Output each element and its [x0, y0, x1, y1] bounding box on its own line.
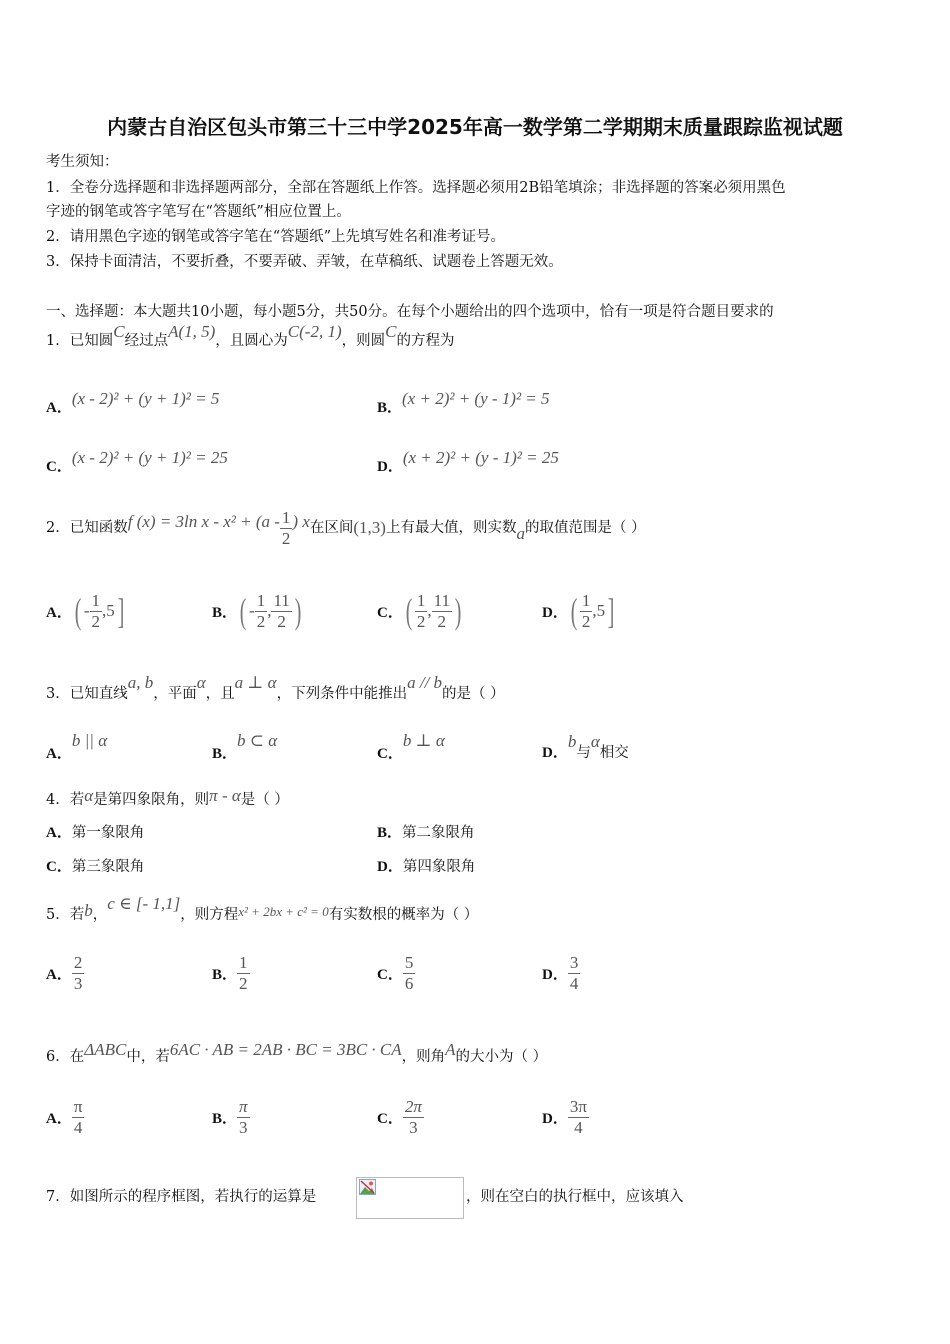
- q6-text-1: 在: [69, 1049, 85, 1065]
- q1-math-1: C: [113, 322, 125, 341]
- q1-math-3: C(-2, 1): [287, 322, 342, 341]
- denominator: 3: [239, 1117, 248, 1137]
- denominator: 4: [73, 1117, 83, 1137]
- option-label: A．: [46, 746, 72, 762]
- broken-image-icon: [359, 1179, 376, 1195]
- option-label: A．: [46, 400, 72, 416]
- q1-text-3: ，且圆心为: [215, 333, 288, 349]
- q1-number: 1．: [46, 333, 70, 349]
- q4-math-1: α: [84, 786, 94, 805]
- question-7-start: [46, 1187, 316, 1207]
- q3-option-b-value: b ⊂ α: [237, 731, 278, 750]
- fraction: [403, 1097, 424, 1138]
- q5-math-2: c ∈ [- 1,1]: [107, 894, 181, 913]
- q2-text-3: 上有最大值，则实数: [385, 520, 517, 536]
- q6-option-a[interactable]: [46, 1094, 84, 1140]
- comma: ,: [267, 601, 272, 620]
- q6-text-2: 中，若: [126, 1049, 170, 1065]
- fraction: [90, 591, 103, 632]
- q1-text-4: ，则圆: [341, 333, 386, 349]
- q3-text-1: 已知直线: [69, 686, 128, 702]
- q3-option-d-text-1: 与: [576, 745, 591, 761]
- q3-text-2: ，平面: [153, 686, 197, 702]
- q1-option-a[interactable]: [46, 389, 220, 417]
- broken-image-placeholder: [356, 1177, 464, 1219]
- right-paren: ): [294, 591, 302, 631]
- q3-math-2: α: [196, 673, 206, 692]
- q4-option-c[interactable]: [46, 857, 144, 877]
- q3-math-1: a, b: [127, 673, 154, 692]
- q1-option-c-value: (x - 2)² + (y + 1)² = 25: [71, 448, 228, 467]
- q7-number: 7．: [46, 1189, 70, 1205]
- option-label: C．: [46, 859, 72, 875]
- denominator: 3: [409, 1117, 418, 1137]
- option-label: B．: [212, 1110, 238, 1127]
- q2-math-1-end: ) x: [292, 512, 310, 531]
- denominator: 2: [256, 611, 266, 631]
- q5-option-d[interactable]: [542, 950, 580, 996]
- q4-math-2: π - α: [209, 786, 241, 805]
- q6-option-c[interactable]: [377, 1094, 424, 1140]
- option-label: B．: [377, 400, 403, 416]
- option-label: D．: [542, 966, 568, 983]
- q5-number: 5．: [46, 907, 70, 923]
- question-7-end: ，则在空白的执行框中，应该填入: [466, 1189, 684, 1205]
- upper-bound: ,5: [102, 601, 115, 620]
- page-title: 内蒙古自治区包头市第三十三中学2025年高一数学第二学期期末质量跟踪监视试题: [107, 115, 843, 139]
- option-label: C．: [377, 746, 403, 762]
- numerator: 1: [256, 590, 266, 610]
- numerator: 2: [73, 952, 83, 972]
- question-4: [46, 786, 289, 810]
- q3-text-4: ，下列条件中能推出: [276, 686, 408, 702]
- q2-option-b[interactable]: [212, 588, 304, 634]
- right-bracket: ]: [607, 591, 615, 631]
- q6-text-4: 的大小为（ ）: [455, 1049, 548, 1065]
- left-paren: (: [570, 591, 578, 631]
- fraction: [580, 591, 593, 632]
- q2-math-2: (1,3): [353, 518, 386, 537]
- q3-option-d-math-1: b: [567, 732, 577, 751]
- q3-text-3: ，且: [205, 686, 235, 702]
- q4-option-d[interactable]: [377, 857, 475, 877]
- fraction: [271, 591, 291, 632]
- option-label: A．: [46, 966, 72, 983]
- q2-math-1: f (x) = 3ln x - x² + (a -: [127, 512, 280, 531]
- q1-text-1: 已知圆: [69, 333, 114, 349]
- q2-option-c[interactable]: [377, 588, 464, 634]
- numerator: 1: [281, 507, 291, 527]
- left-paren: (: [405, 591, 413, 631]
- q3-option-a[interactable]: [46, 731, 108, 763]
- fraction: [568, 953, 581, 994]
- q3-option-c-value: b ⊥ α: [402, 731, 445, 750]
- q3-option-b[interactable]: [212, 731, 278, 763]
- option-label: C．: [377, 966, 403, 983]
- option-label: B．: [212, 746, 238, 762]
- notice-heading: 考生须知：: [46, 154, 119, 170]
- comma: ,: [427, 601, 432, 620]
- fraction: [237, 953, 250, 994]
- numerator: 5: [404, 952, 414, 972]
- denominator: 2: [91, 611, 101, 631]
- option-label: B．: [377, 825, 403, 841]
- numerator: 11: [273, 590, 290, 610]
- q6-math-2: 6AC · AB = 2AB · BC = 3BC · CA: [169, 1040, 402, 1059]
- fraction: [432, 591, 452, 632]
- q2-option-d[interactable]: [542, 588, 617, 634]
- denominator: 2: [416, 611, 426, 631]
- denominator: 4: [574, 1117, 583, 1137]
- fraction: [403, 953, 416, 994]
- q3-option-d[interactable]: [542, 732, 629, 763]
- q2-text-1: 已知函数: [69, 520, 128, 536]
- q6-number: 6．: [46, 1049, 70, 1065]
- question-1: [46, 322, 455, 351]
- notice-line-3: 3．保持卡面清洁，不要折叠，不要弄破、弄皱，在草稿纸、试题卷上答题无效。: [46, 254, 563, 270]
- numerator: 2π: [404, 1096, 422, 1116]
- q6-text-3: ，则角: [401, 1049, 446, 1065]
- q5-option-c[interactable]: [377, 950, 415, 996]
- question-2: [46, 506, 646, 550]
- denominator: 2: [581, 611, 591, 631]
- q4-option-a[interactable]: [46, 823, 144, 843]
- numerator: 11: [433, 590, 450, 610]
- option-label: D．: [377, 859, 403, 875]
- q4-option-c-value: 第三象限角: [71, 859, 145, 875]
- q1-option-d[interactable]: [377, 448, 559, 476]
- option-label: A．: [46, 825, 72, 841]
- q1-math-4: C: [385, 322, 397, 341]
- minus-sign: -: [249, 601, 255, 620]
- denominator: 2: [277, 611, 286, 631]
- question-6: [46, 1040, 548, 1067]
- denominator: 2: [239, 973, 248, 993]
- option-label: D．: [377, 459, 403, 475]
- numerator: π: [239, 1096, 248, 1116]
- denominator: 2: [281, 528, 291, 548]
- notice-line-1b: 字迹的钢笔或答字笔写在“答题纸”相应位置上。: [46, 204, 351, 220]
- notice-line-2: 2．请用黑色字迹的钢笔或答字笔在“答题纸”上先填写姓名和准考证号。: [46, 229, 506, 245]
- fraction: [72, 1097, 85, 1138]
- numerator: π: [73, 1096, 83, 1116]
- option-label: A．: [46, 1110, 72, 1127]
- q4-option-a-value: 第一象限角: [71, 825, 145, 841]
- q6-math-3: A: [445, 1040, 456, 1059]
- q2-text-4: 的取值范围是（ ）: [524, 520, 646, 536]
- q1-math-2: A(1, 5): [168, 322, 216, 341]
- numerator: 1: [91, 590, 101, 610]
- numerator: 3: [569, 952, 579, 972]
- q3-math-4: a // b: [407, 673, 443, 692]
- q4-option-b[interactable]: [377, 823, 475, 843]
- q1-option-a-value: (x - 2)² + (y + 1)² = 5: [71, 389, 220, 408]
- numerator: 1: [416, 590, 426, 610]
- question-3: [46, 673, 505, 704]
- q3-option-a-value: b || α: [71, 731, 108, 750]
- left-paren: (: [239, 591, 247, 631]
- q5-text-1: 若: [69, 907, 85, 923]
- option-label: D．: [542, 604, 568, 621]
- q4-number: 4．: [46, 792, 70, 808]
- denominator: 3: [73, 973, 83, 993]
- numerator: 1: [239, 952, 248, 972]
- q4-text-1: 若: [69, 792, 85, 808]
- q4-option-d-value: 第四象限角: [402, 859, 476, 875]
- fraction: [72, 953, 85, 994]
- fraction: [237, 1097, 250, 1138]
- section-heading: 一、选择题：本大题共10小题，每小题5分，共50分。在每个小题给出的四个选项中，恰有一项是符合题目要求的: [46, 304, 774, 320]
- denominator: 6: [404, 973, 414, 993]
- q6-option-d[interactable]: [542, 1094, 589, 1140]
- fraction: [568, 1097, 589, 1138]
- q5-math-3: x² + 2bx + c² = 0: [238, 904, 329, 919]
- question-5: [46, 894, 479, 925]
- q3-option-c[interactable]: [377, 731, 445, 763]
- option-label: B．: [212, 604, 238, 621]
- numerator: 1: [581, 590, 591, 610]
- q1-option-b-value: (x + 2)² + (y - 1)² = 5: [402, 389, 550, 408]
- q5-option-b[interactable]: [212, 950, 250, 996]
- q3-math-3: a ⊥ α: [234, 673, 277, 692]
- q1-option-d-value: (x + 2)² + (y - 1)² = 25: [402, 448, 559, 467]
- q4-text-2: 是第四象限角，则: [93, 792, 210, 808]
- option-label: B．: [212, 966, 238, 983]
- upper-bound: ,5: [592, 601, 606, 620]
- q2-text-2: 在区间: [309, 520, 354, 536]
- q6-math-1: ΔABC: [84, 1040, 127, 1059]
- option-label: C．: [377, 1110, 403, 1127]
- q3-text-5: 的是（ ）: [442, 686, 505, 702]
- q7-text-1: 如图所示的程序框图，若执行的运算是: [69, 1189, 317, 1205]
- fraction: [415, 591, 428, 632]
- q4-option-b-value: 第二象限角: [402, 825, 475, 841]
- q3-option-d-math-2: α: [590, 732, 600, 751]
- q5-math-1: b: [84, 901, 93, 920]
- q1-text-2: 经过点: [124, 333, 169, 349]
- numerator: 3π: [569, 1096, 587, 1116]
- q5-text-4: 有实数根的概率为（ ）: [328, 907, 479, 923]
- denominator: 2: [437, 611, 447, 631]
- notice-line-1a: 1．全卷分选择题和非选择题两部分，全部在答题纸上作答。选择题必须用2B铅笔填涂；非选择题的答案必须用黑色: [46, 180, 786, 196]
- right-bracket: ]: [117, 591, 125, 631]
- option-label: C．: [46, 459, 72, 475]
- option-label: C．: [377, 604, 403, 621]
- minus-sign: -: [83, 601, 90, 620]
- denominator: 4: [569, 973, 579, 993]
- q4-text-3: 是（ ）: [240, 792, 289, 808]
- fraction: [255, 591, 268, 632]
- q5-text-2: ，: [92, 907, 108, 923]
- q1-text-5: 的方程为: [396, 333, 455, 349]
- q1-option-b[interactable]: [377, 389, 550, 417]
- q2-number: 2．: [46, 520, 70, 536]
- q3-option-d-text-2: 相交: [599, 745, 629, 761]
- left-paren: (: [74, 591, 82, 631]
- option-label: D．: [542, 745, 568, 761]
- option-label: D．: [542, 1110, 568, 1127]
- q5-option-a[interactable]: [46, 950, 84, 996]
- q2-math-3: a: [516, 524, 525, 543]
- q3-number: 3．: [46, 686, 70, 702]
- q1-option-c[interactable]: [46, 448, 228, 476]
- option-label: A．: [46, 604, 72, 621]
- right-paren: ): [454, 591, 462, 631]
- q2-fraction: [280, 508, 293, 549]
- q2-option-a[interactable]: [46, 588, 127, 634]
- q5-text-3: ，则方程: [180, 907, 239, 923]
- q6-option-b[interactable]: [212, 1094, 250, 1140]
